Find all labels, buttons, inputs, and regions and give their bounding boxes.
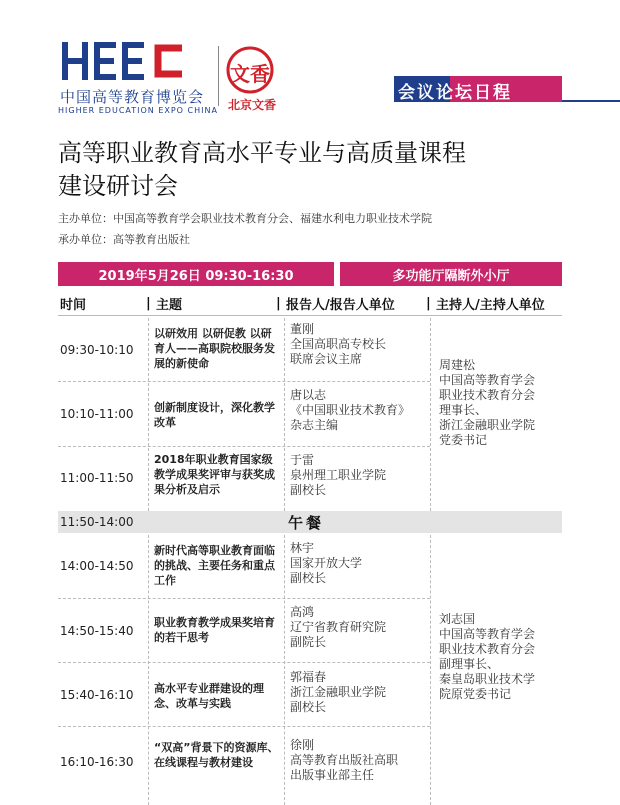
lunch-label: 午餐 (288, 514, 325, 532)
host-line: 中国高等教育学会 (439, 627, 536, 641)
speaker-org: 《中国职业技术教育》 (290, 403, 411, 417)
speaker-name: 高鸿 (290, 605, 315, 619)
col-divider (148, 535, 149, 805)
header-speaker: 报告人/报告人单位 (286, 298, 395, 313)
badge-char: 会 (398, 83, 417, 103)
badge-char: 坛 (455, 83, 474, 103)
row-topic: 新时代高等职业教育面临的挑战、主要任务和重点工作 (154, 544, 275, 587)
host-line: 中国高等教育学会 (439, 373, 536, 387)
speaker-title: 出版事业部主任 (290, 768, 375, 782)
row-separator (58, 726, 430, 727)
host-name: 周建松 (439, 358, 476, 372)
header-sep: | (146, 296, 151, 311)
header-time: 时间 (60, 298, 87, 313)
row-time: 10:10-11:00 (60, 407, 134, 421)
host-line: 秦皇岛职业技术学 (439, 672, 536, 686)
title-line1: 高等职业教育高水平专业与高质量课程 (58, 139, 466, 167)
row-topic: “双高”背景下的资源库、在线课程与教材建设 (154, 741, 279, 769)
header-host: 主持人/主持人单位 (436, 298, 545, 313)
speaker-name: 郭福春 (290, 670, 327, 684)
row-speaker (290, 738, 420, 783)
speaker-org: 辽宁省教育研究院 (290, 620, 387, 634)
heec-logo (62, 42, 190, 80)
row-time: 14:50-15:40 (60, 624, 134, 638)
row-topic: 创新制度设计，深化教学改革 (154, 401, 275, 429)
badge-line (562, 100, 620, 102)
host-line: 党委书记 (439, 433, 488, 447)
host-organizer: 主办单位：中国高等教育学会职业技术教育分会、福建水利电力职业技术学院 (58, 212, 432, 225)
row-speaker (290, 670, 420, 715)
row-time: 15:40-16:10 (60, 688, 134, 702)
host-block (439, 612, 559, 702)
row-speaker (290, 322, 420, 367)
speaker-title: 副校长 (290, 571, 327, 585)
row-time: 14:00-14:50 (60, 559, 134, 573)
title-line2: 建设研讨会 (58, 172, 178, 200)
row-topic: 高水平专业群建设的理念、改革与实践 (154, 682, 264, 710)
speaker-org: 高等教育出版社高职 (290, 753, 399, 767)
badge-char: 议 (417, 83, 436, 103)
row-topic: 以研效用 以研促教 以研育人——高职院校服务发展的新使命 (154, 327, 275, 370)
row-time: 16:10-16:30 (60, 755, 134, 769)
host-line: 副理事长、 (439, 657, 500, 671)
lunch-time: 11:50-14:00 (60, 515, 134, 529)
speaker-org: 浙江金融职业学院 (290, 685, 387, 699)
speaker-title: 联席会议主席 (290, 352, 363, 366)
schedule-badge (398, 78, 512, 103)
speaker-org: 国家开放大学 (290, 556, 363, 570)
speaker-title: 杂志主编 (290, 418, 339, 432)
speaker-name: 林宇 (290, 541, 315, 555)
host-line: 职业技术教育分会 (439, 388, 536, 402)
col-divider (148, 318, 149, 511)
seal-glyph: 文香 (230, 62, 270, 86)
row-separator (58, 598, 430, 599)
header-sep: | (426, 296, 431, 311)
host-block (439, 358, 559, 448)
expo-name-en: HIGHER EDUCATION EXPO CHINA (58, 106, 218, 115)
speaker-name: 徐刚 (290, 738, 315, 752)
badge-char: 程 (493, 83, 512, 103)
row-separator (58, 446, 430, 447)
col-divider (284, 318, 285, 511)
session-datetime: 2019年5月26日 09:30-16:30 (58, 262, 334, 286)
row-speaker (290, 605, 420, 650)
co-organizer: 承办单位：高等教育出版社 (58, 233, 190, 246)
host-line: 理事长、 (439, 403, 488, 417)
row-time: 09:30-10:10 (60, 343, 134, 357)
host-line: 职业技术教育分会 (439, 642, 536, 656)
logo-divider (218, 46, 219, 106)
row-separator (58, 662, 430, 663)
speaker-title: 副校长 (290, 483, 327, 497)
badge-char: 论 (436, 83, 455, 103)
row-time: 11:00-11:50 (60, 471, 134, 485)
speaker-title: 副校长 (290, 700, 327, 714)
row-speaker (290, 453, 420, 498)
host-line: 院原党委书记 (439, 687, 512, 701)
row-separator (58, 381, 430, 382)
table-header (58, 292, 562, 316)
expo-name-cn: 中国高等教育博览会 (59, 88, 204, 106)
row-topic: 2018年职业教育国家级教学成果奖评审与获奖成果分析及启示 (154, 453, 275, 496)
row-topic: 职业教育教学成果奖培育的若干思考 (154, 616, 275, 644)
speaker-name: 于雷 (290, 453, 315, 467)
session-venue: 多功能厅隔断外小厅 (340, 262, 562, 286)
row-speaker (290, 388, 420, 433)
page-title (58, 137, 578, 203)
speaker-name: 董刚 (290, 322, 315, 336)
row-speaker (290, 541, 420, 586)
speaker-title: 副院长 (290, 635, 327, 649)
host-name: 刘志国 (439, 612, 476, 626)
partner-name: 北京文香 (227, 98, 276, 112)
col-divider (430, 318, 431, 511)
header-topic: 主题 (156, 298, 183, 313)
col-divider (430, 535, 431, 805)
host-line: 浙江金融职业学院 (439, 418, 536, 432)
speaker-org: 泉州理工职业学院 (290, 468, 387, 482)
speaker-name: 唐以志 (290, 388, 327, 402)
header-sep: | (276, 296, 281, 311)
col-divider (284, 535, 285, 805)
badge-char: 日 (474, 83, 493, 103)
speaker-org: 全国高职高专校长 (290, 337, 387, 351)
